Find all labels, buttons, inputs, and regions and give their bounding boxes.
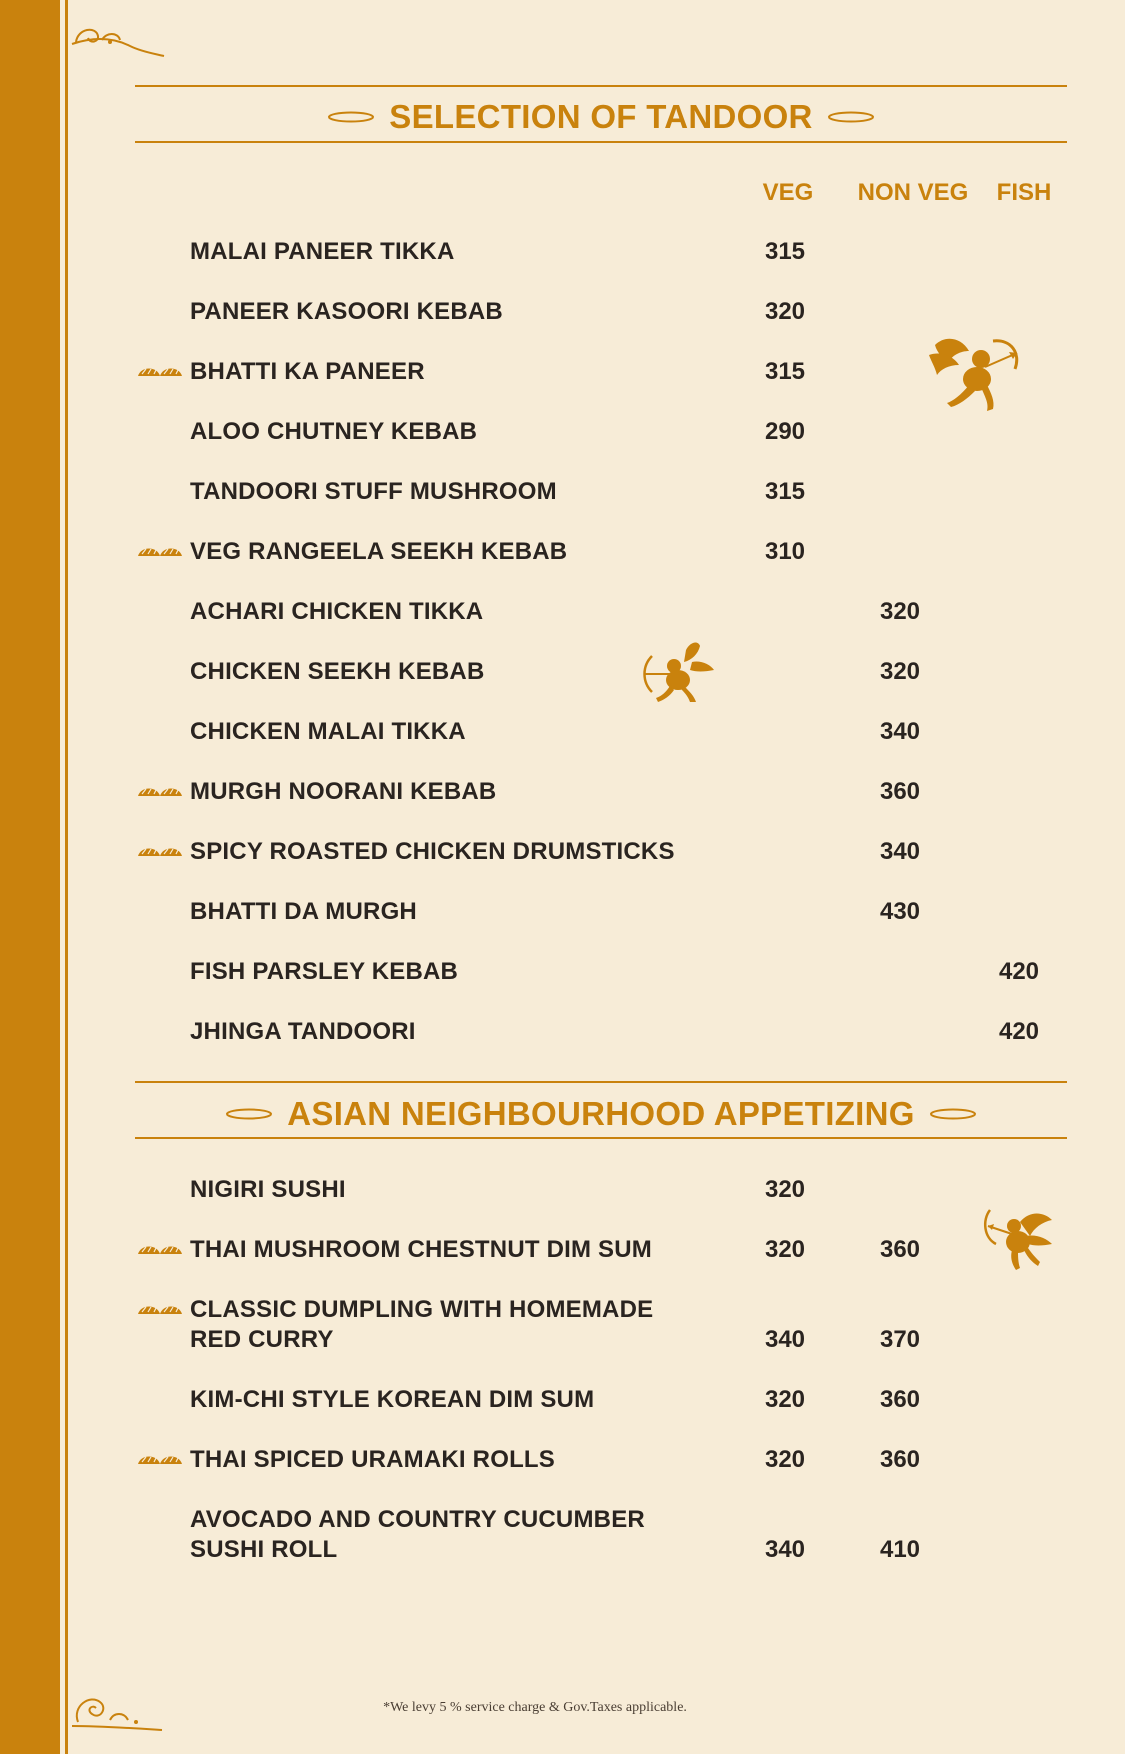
menu-item-name: KIM-CHI STYLE KOREAN DIM SUM [190,1386,595,1413]
chili-icon [137,844,183,860]
price-non-veg: 360 [879,1236,921,1263]
price-non-veg: 340 [879,838,921,865]
chili-icon [137,364,183,380]
ellipse-ornament-icon [327,110,375,124]
left-border-bar [0,0,60,1754]
section-title-asian [135,1091,1067,1133]
section-title-text: SELECTION OF TANDOOR [389,98,813,135]
menu-item-name: ACHARI CHICKEN TIKKA [190,598,484,625]
cupid-icon [980,1200,1056,1276]
price-veg: 315 [764,478,806,505]
section-divider [135,1137,1067,1139]
chili-icon [137,784,183,800]
cupid-icon [925,325,1025,413]
price-veg: 320 [764,1386,806,1413]
price-non-veg: 430 [879,898,921,925]
chili-icon [137,1242,183,1258]
section-title-tandoor [135,94,1067,136]
price-non-veg: 360 [879,1386,921,1413]
menu-item-name-line: RED CURRY [190,1326,334,1353]
chili-icon [137,544,183,560]
price-non-veg: 410 [879,1536,921,1563]
menu-item-name: JHINGA TANDOORI [190,1018,416,1045]
price-veg: 340 [764,1326,806,1353]
menu-item-name-line: AVOCADO AND COUNTRY CUCUMBER [190,1506,645,1533]
price-non-veg: 320 [879,598,921,625]
menu-item-name: BHATTI DA MURGH [190,898,417,925]
menu-item-name: NIGIRI SUSHI [190,1176,346,1203]
price-veg: 320 [764,1176,806,1203]
price-fish: 420 [998,958,1040,985]
price-veg: 320 [764,1236,806,1263]
menu-item-name-line: SUSHI ROLL [190,1536,338,1563]
menu-item-name: THAI MUSHROOM CHESTNUT DIM SUM [190,1236,652,1263]
menu-item-name: TANDOORI STUFF MUSHROOM [190,478,557,505]
left-border-line [65,0,68,1754]
menu-item-name: SPICY ROASTED CHICKEN DRUMSTICKS [190,838,675,865]
menu-item-name: FISH PARSLEY KEBAB [190,958,459,985]
menu-item-name: VEG RANGEELA SEEKH KEBAB [190,538,568,565]
menu-item-name: CHICKEN SEEKH KEBAB [190,658,485,685]
cupid-icon [640,640,716,706]
price-non-veg: 360 [879,778,921,805]
menu-item-name: MURGH NOORANI KEBAB [190,778,497,805]
price-veg: 290 [764,418,806,445]
price-veg: 315 [764,358,806,385]
ellipse-ornament-icon [225,1107,273,1121]
ellipse-ornament-icon [827,110,875,124]
menu-item-name [190,1505,710,1565]
menu-item-name [190,1295,710,1355]
price-non-veg: 360 [879,1446,921,1473]
section-divider [135,141,1067,143]
menu-item-name: ALOO CHUTNEY KEBAB [190,418,478,445]
flourish-top-icon [70,18,166,58]
chili-icon [137,1302,183,1318]
menu-item-name: MALAI PANEER TIKKA [190,238,455,265]
menu-item-name: CHICKEN MALAI TIKKA [190,718,466,745]
price-veg: 340 [764,1536,806,1563]
section-divider [135,1081,1067,1083]
price-veg: 320 [764,298,806,325]
service-charge-footnote: *We levy 5 % service charge & Gov.Taxes applicable. [383,1700,687,1715]
price-fish: 420 [998,1018,1040,1045]
section-title-text: ASIAN NEIGHBOURHOOD APPETIZING [287,1095,915,1132]
menu-item-name: BHATTI KA PANEER [190,358,425,385]
price-veg: 320 [764,1446,806,1473]
ellipse-ornament-icon [929,1107,977,1121]
section-divider [135,85,1067,87]
chili-icon [137,1452,183,1468]
column-header-fish: FISH [996,179,1052,206]
price-veg: 315 [764,238,806,265]
price-veg: 310 [764,538,806,565]
price-non-veg: 370 [879,1326,921,1353]
menu-item-name: PANEER KASOORI KEBAB [190,298,503,325]
menu-item-name: THAI SPICED URAMAKI ROLLS [190,1446,555,1473]
column-header-non-veg: NON VEG [857,179,969,206]
price-non-veg: 320 [879,658,921,685]
menu-item-name-line: CLASSIC DUMPLING WITH HOMEMADE [190,1296,654,1323]
price-non-veg: 340 [879,718,921,745]
column-header-veg: VEG [762,179,814,206]
